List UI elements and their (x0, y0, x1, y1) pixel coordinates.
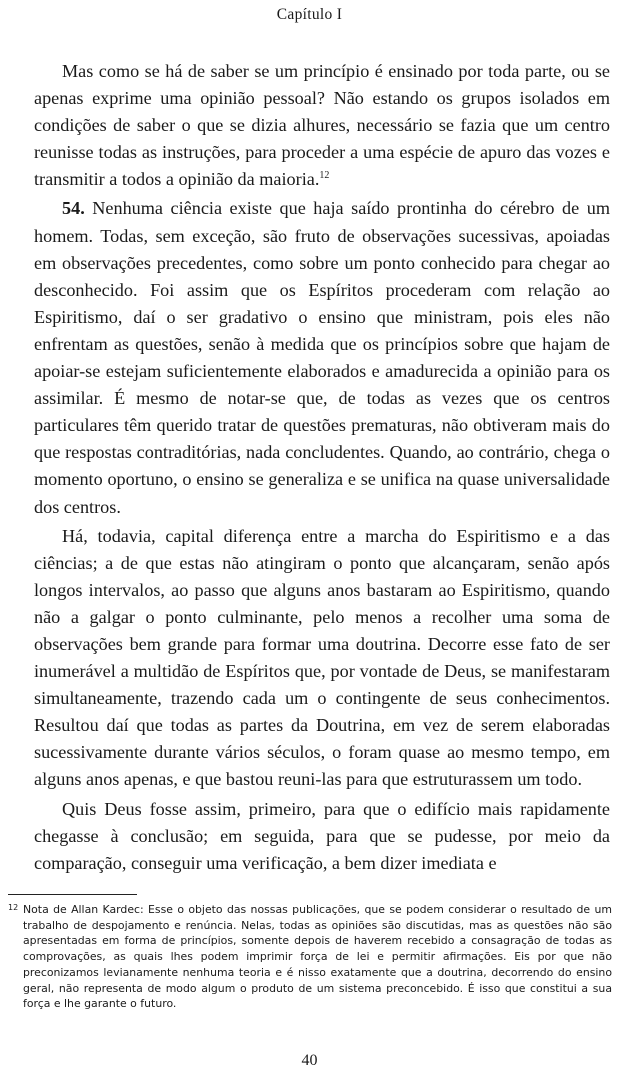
main-text (34, 58, 610, 877)
paragraph-1 (34, 58, 610, 193)
page-number: 40 (301, 1052, 318, 1069)
paragraph-54 (34, 195, 610, 520)
paragraph-54-text: Nenhuma ciência existe que haja saído prontinha do cérebro de um homem. Todas, sem exceção, são fruto de observações sucessivas, apoiadas em observações precedentes, como sobre um ponto conhecido para chegar ao desconhecido. Foi assim que os Espíritos procederam com relação ao Espiritismo, daí o ser gradativo o ensino que ministram, pois eles não enfrentam as questões, senão à medida que os princípios sobre que hajam de apoiar-se estejam suficientemente elaborados e amadurecida a opinião para os assimilar. É mesmo de notar-se que, de todas as vezes que os centros particulares têm querido tratar de questões prematuras, não obtiveram mais do que respostas contraditórias, nada concludentes. Quando, ao contrário, chega o momento oportuno, o ensino se generaliza e se unifica na quase universalidade dos centros. (34, 198, 611, 517)
footnote-marker: 12 (8, 903, 19, 912)
footnote-separator (8, 894, 137, 895)
footnote-text: Nota de Allan Kardec: Esse o objeto das nossas publicações, que se podem considerar o resultado de um trabalho de despojamento e renúncia. Nelas, todas as opiniões são discutidas, mas as questões não são apresentadas em forma de princípios, somente depois de haverem recebido a consagração de todas as comprovações, as quais lhes podem imprimir força de lei e permitir afirmações. Eis por que não preconizamos levianamente nenhuma teoria e é nisso exatamente que a doutrina, decorrendo do ensino geral, não representa de modo algum o produto de um sistema preconcebido. É isso que constitui a sua força e lhe garante o futuro. (23, 903, 612, 1011)
paragraph-number: 54. (62, 198, 85, 219)
footnote (8, 902, 612, 1012)
footnote-reference: 12 (319, 170, 330, 182)
running-header: Capítulo I (276, 6, 343, 23)
paragraph-1-text: Mas como se há de saber se um princípio é ensinado por toda parte, ou se apenas exprime uma opinião pessoal? Não estando os grupos isolados em condições de saber o que se dizia alhures, necessário se fazia que um centro reunisse todas as instruções, para proceder a uma espécie de apuro das vozes e transmitir a todos a opinião da maioria. (34, 61, 610, 190)
paragraph-4: Quis Deus fosse assim, primeiro, para que o edifício mais rapidamente chegasse à conclusão; em seguida, para que se pudesse, por meio da comparação, conseguir uma verificação, a bem dizer imediata e (34, 798, 610, 873)
paragraph-3: Há, todavia, capital diferença entre a marcha do Espiritismo e a das ciências; a de que estas não atingiram o ponto que alcançaram, senão após longos intervalos, ao passo que alguns anos bastaram ao Espiritismo, quando não a galgar o ponto culminante, pelo menos a recolher uma soma de observações bem grande para formar uma doutrina. Decorre esse fato de ser inumerável a multidão de Espíritos que, por vontade de Deus, se manifestaram simultaneamente, trazendo cada um o contingente de seus conhecimentos. Resultou daí que todas as partes da Doutrina, em vez de serem elaboradas sucessivamente durante vários séculos, o foram quase ao mesmo tempo, em alguns anos apenas, e que bastou reuni-las para que estruturassem um todo. (34, 525, 610, 790)
